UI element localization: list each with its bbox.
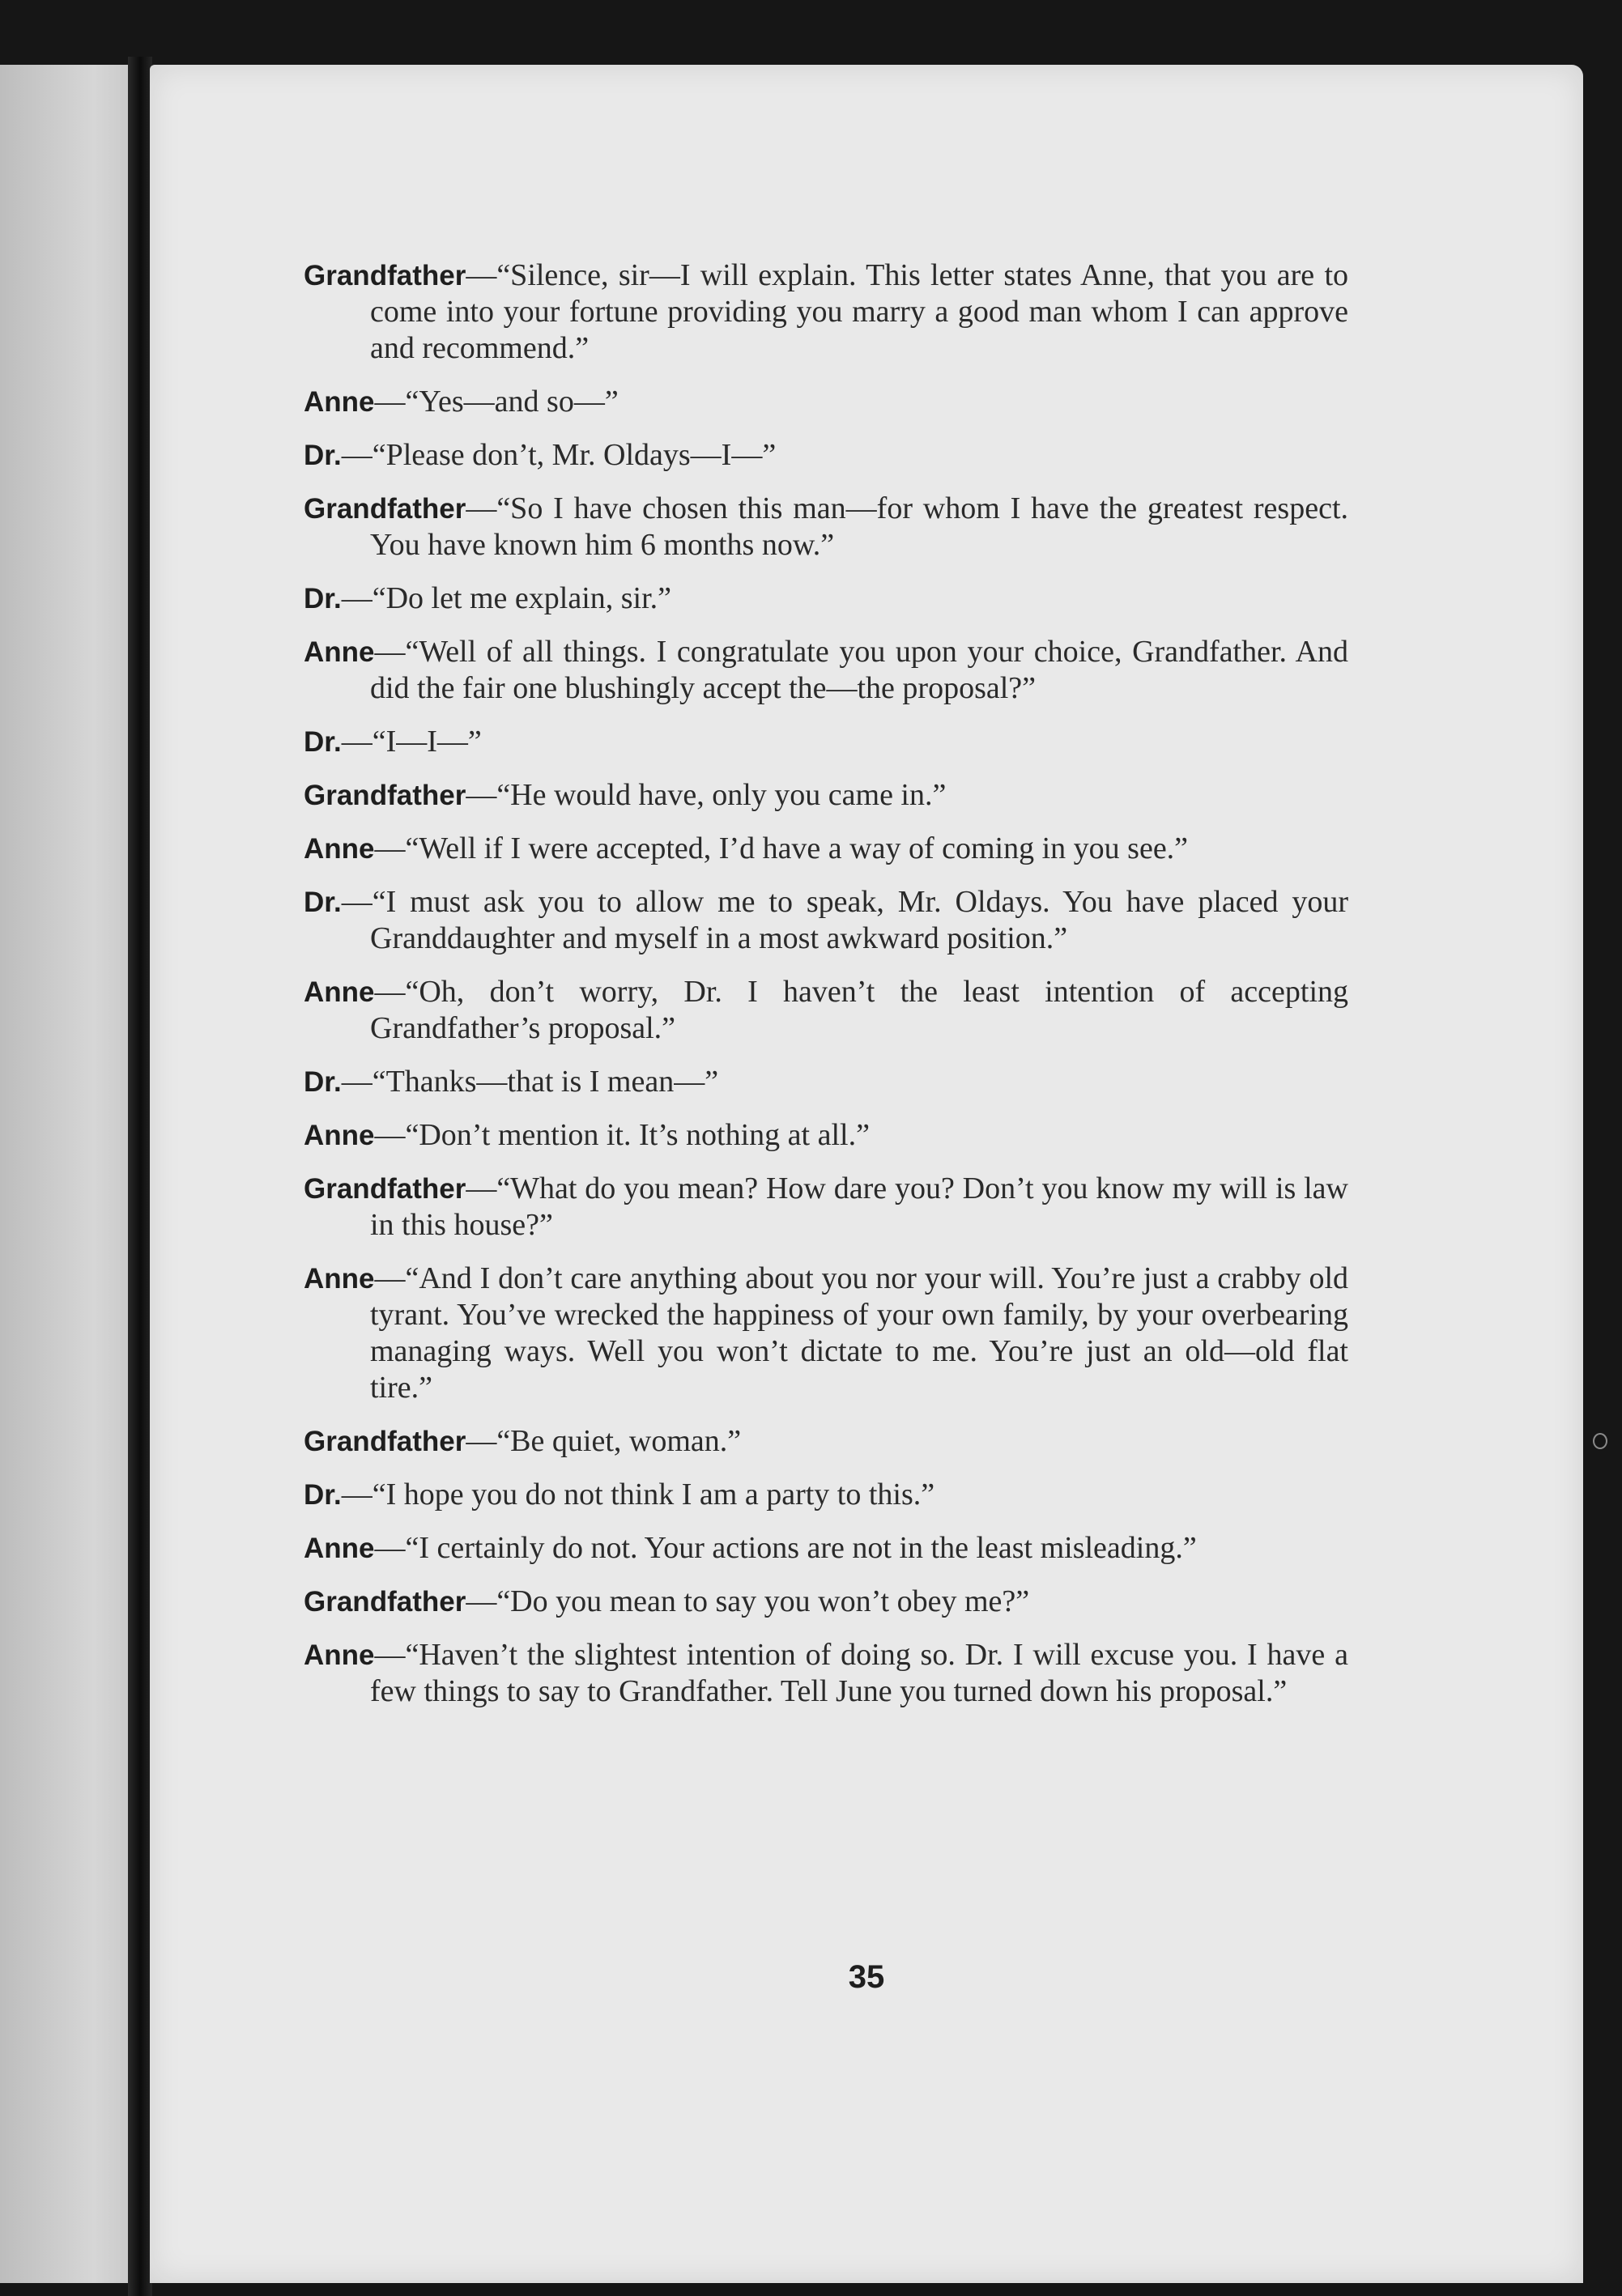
- dialogue-line: [304, 1117, 1348, 1154]
- dialogue-line: [304, 1064, 1348, 1100]
- script-dialogue: [304, 257, 1348, 1727]
- speaker-name: Anne: [304, 1263, 375, 1295]
- speaker-name: Anne: [304, 636, 375, 668]
- spoken-text: “I hope you do not think I am a party to this.”: [372, 1478, 935, 1512]
- scanner-mark: [1593, 1433, 1607, 1449]
- speaker-name: Anne: [304, 1639, 375, 1671]
- dialogue-line: [304, 974, 1348, 1047]
- speaker-name: Anne: [304, 1533, 375, 1564]
- spoken-text: “I must ask you to allow me to speak, Mr. Oldays. You have placed your Granddaughter and myself in a most awkward position.”: [370, 885, 1348, 955]
- speaker-dash: —: [374, 1261, 406, 1295]
- speaker-dash: —: [466, 778, 497, 812]
- dialogue-line: [304, 437, 1348, 474]
- spoken-text: “He would have, only you came in.”: [496, 778, 947, 812]
- speaker-dash: —: [466, 1584, 497, 1618]
- speaker-dash: —: [374, 635, 406, 669]
- spoken-text: “Be quiet, woman.”: [496, 1424, 742, 1458]
- speaker-name: Dr.: [304, 440, 342, 471]
- spoken-text: “Oh, don’t worry, Dr. I haven’t the least intention of accepting Grandfather’s proposal.”: [370, 975, 1348, 1045]
- spoken-text: “Thanks—that is I mean—”: [372, 1065, 719, 1099]
- speaker-name: Grandfather: [304, 493, 466, 525]
- spoken-text: “What do you mean? How dare you? Don’t you know my will is law in this house?”: [370, 1171, 1348, 1242]
- speaker-dash: —: [374, 1118, 406, 1152]
- speaker-dash: —: [341, 581, 373, 615]
- speaker-dash: —: [466, 258, 497, 292]
- speaker-name: Dr.: [304, 1066, 342, 1098]
- speaker-dash: —: [466, 1424, 497, 1458]
- dialogue-line: [304, 257, 1348, 367]
- facing-page-edge: [0, 65, 134, 2283]
- dialogue-line: [304, 831, 1348, 867]
- book-gutter: [128, 57, 152, 2296]
- dialogue-line: [304, 1423, 1348, 1460]
- speaker-dash: —: [374, 975, 406, 1009]
- speaker-name: Dr.: [304, 1479, 342, 1511]
- speaker-name: Grandfather: [304, 1586, 466, 1618]
- speaker-dash: —: [466, 491, 497, 525]
- speaker-name: Grandfather: [304, 260, 466, 291]
- spoken-text: “Please don’t, Mr. Oldays—I—”: [372, 438, 777, 472]
- dialogue-line: [304, 1530, 1348, 1567]
- speaker-name: Anne: [304, 386, 375, 418]
- dialogue-line: [304, 634, 1348, 707]
- speaker-name: Grandfather: [304, 780, 466, 811]
- dialogue-line: [304, 491, 1348, 563]
- speaker-dash: —: [341, 438, 373, 472]
- spoken-text: “And I don’t care anything about you nor your will. You’re just a crabby old tyrant. You’ve wrecked the happiness of your own family, by your overbearing managing ways. Well you won’t dictate to me. You’re just an old—old flat tire.”: [370, 1261, 1348, 1405]
- dialogue-line: [304, 1261, 1348, 1406]
- speaker-name: Dr.: [304, 726, 342, 758]
- spoken-text: “So I have chosen this man—for whom I have the greatest respect. You have known him 6 months now.”: [370, 491, 1348, 562]
- dialogue-line: [304, 580, 1348, 617]
- dialogue-line: [304, 1637, 1348, 1710]
- dialogue-line: [304, 1477, 1348, 1513]
- dialogue-line: [304, 1171, 1348, 1244]
- speaker-name: Anne: [304, 976, 375, 1008]
- spoken-text: “Silence, sir—I will explain. This letter states Anne, that you are to come into your fortune providing you marry a good man whom I can approve and recommend.”: [370, 258, 1348, 365]
- speaker-dash: —: [374, 1638, 406, 1672]
- speaker-dash: —: [341, 1478, 373, 1512]
- dialogue-line: [304, 724, 1348, 760]
- spoken-text: “Yes—and so—”: [405, 385, 619, 419]
- spoken-text: “Well if I were accepted, I’d have a way of coming in you see.”: [405, 831, 1189, 865]
- speaker-dash: —: [374, 385, 406, 419]
- speaker-dash: —: [341, 725, 373, 759]
- spoken-text: “Do let me explain, sir.”: [372, 581, 672, 615]
- dialogue-line: [304, 1584, 1348, 1620]
- speaker-name: Grandfather: [304, 1426, 466, 1457]
- spoken-text: “Don’t mention it. It’s nothing at all.”: [405, 1118, 870, 1152]
- speaker-name: Dr.: [304, 887, 342, 918]
- speaker-dash: —: [341, 1065, 373, 1099]
- spoken-text: “Haven’t the slightest intention of doing so. Dr. I will excuse you. I have a few things to say to Grandfather. Tell June you turned down his proposal.”: [370, 1638, 1348, 1708]
- spoken-text: “I—I—”: [372, 725, 482, 759]
- speaker-dash: —: [466, 1171, 497, 1205]
- page-number: 35: [848, 1959, 885, 1995]
- speaker-dash: —: [374, 831, 406, 865]
- speaker-name: Anne: [304, 833, 375, 865]
- speaker-name: Dr.: [304, 583, 342, 614]
- dialogue-line: [304, 777, 1348, 814]
- speaker-name: Anne: [304, 1120, 375, 1151]
- spoken-text: “Do you mean to say you won’t obey me?”: [496, 1584, 1030, 1618]
- spoken-text: “Well of all things. I congratulate you upon your choice, Grandfather. And did the fair one blushingly accept the—the proposal?”: [370, 635, 1348, 705]
- dialogue-line: [304, 384, 1348, 420]
- speaker-dash: —: [341, 885, 373, 919]
- speaker-dash: —: [374, 1531, 406, 1565]
- dialogue-line: [304, 884, 1348, 957]
- book-page: [150, 65, 1583, 2283]
- spoken-text: “I certainly do not. Your actions are not in the least misleading.”: [405, 1531, 1197, 1565]
- speaker-name: Grandfather: [304, 1173, 466, 1205]
